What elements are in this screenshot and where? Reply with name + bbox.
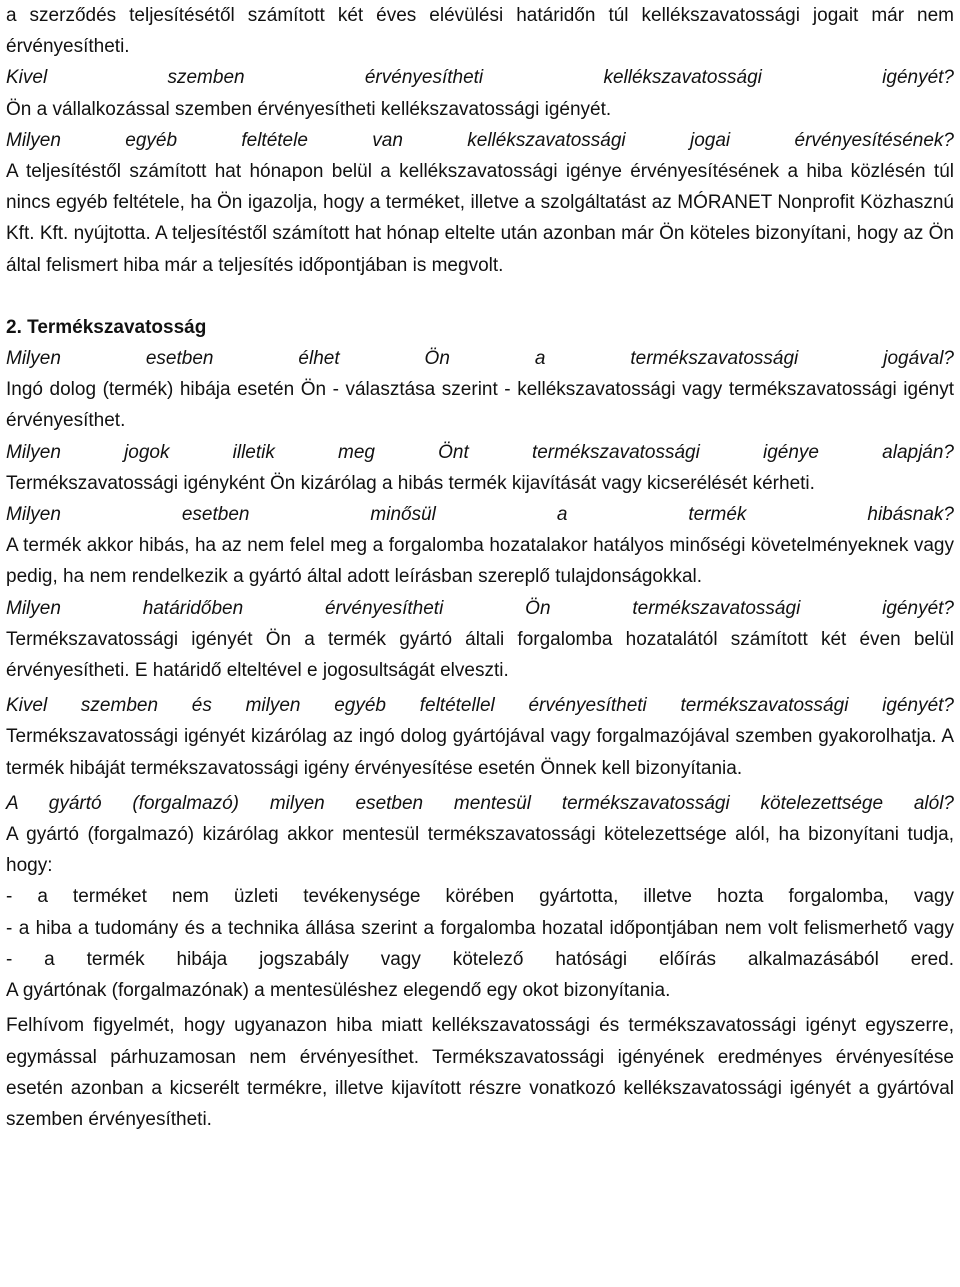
- answer-mentesul-item-3: - a termék hibája jogszabály vagy kötelező hatósági előírás alkalmazásából ered.: [6, 948, 954, 970]
- answer-mentesul-conclusion: A gyártónak (forgalmazónak) a mentesüléshez elegendő egy okot bizonyítania.: [6, 980, 671, 1002]
- paragraph-felhivom: Felhívom figyelmét, hogy ugyanazon hiba miatt kellékszavatossági és termékszavatossági igényt egyszerre, egymással párhuzamosan nem érvényesíthet. Termékszavatossági igényének eredményes érvényesítése esetén azonban a kicserélt termékre, illetve kijavított részre vonatkozó kellékszavatossági igényét a gyártóval szemben érvényesítheti.: [6, 1015, 954, 1130]
- question-hibas: Milyen esetben minősül a termék hibásnak?: [6, 504, 954, 526]
- question-kivel-termek: Kivel szemben és milyen egyéb feltétellel érvényesítheti termékszavatossági igényét?: [6, 695, 954, 717]
- answer-mentesul-item-1: - a terméket nem üzleti tevékenysége körében gyártotta, illetve hozta forgalomba, vagy: [6, 886, 954, 908]
- question-jogok: Milyen jogok illetik meg Önt termékszavatossági igénye alapján?: [6, 441, 954, 463]
- answer-kivel: Ön a vállalkozással szemben érvényesítheti kellékszavatossági igényét.: [6, 98, 612, 120]
- answer-egyeb-feltetel: A teljesítéstől számított hat hónapon belül a kellékszavatossági igénye érvényesítésének a hiba közlésén túl nincs egyéb feltétele, ha Ön igazolja, hogy a terméket, illetve a szolgáltatást az MÓRANET Nonprofit Közhasznú Kft. Kft. nyújtotta. A teljesítéstől számított hat hónap eltelte után azonban már Ön köteles bizonyítani, hogy az Ön által felismert hiba már a teljesítés időpontjában is megvolt.: [6, 161, 954, 276]
- answer-mentesul-item-2: - a hiba a tudomány és a technika állása szerint a forgalomba hozatal időpontjában nem volt felismerhető vagy: [6, 917, 954, 939]
- question-egyeb-feltetel: Milyen egyéb feltétele van kellékszavatossági jogai érvényesítésének?: [6, 129, 954, 151]
- answer-jogok: Termékszavatossági igényként Ön kizárólag a hibás termék kijavítását vagy kicserélését kérheti.: [6, 472, 815, 494]
- question-kivel: Kivel szemben érvényesítheti kellékszavatossági igényét?: [6, 67, 954, 89]
- answer-hibas: A termék akkor hibás, ha az nem felel meg a forgalomba hozatalakor hatályos minőségi követelményeknek vagy pedig, ha nem rendelkezik a gyártó által adott leírásban szereplő tulajdonságokkal.: [6, 535, 954, 588]
- answer-mikor: Ingó dolog (termék) hibája esetén Ön - választása szerint - kellékszavatossági vagy termékszavatossági igényt érvényesíthet.: [6, 379, 954, 432]
- section-heading-termekszavatossag: 2. Termékszavatosság: [6, 316, 207, 338]
- answer-hatarido: Termékszavatossági igényét Ön a termék gyártó általi forgalomba hozatalától számított két éven belül érvényesítheti. E határidő elteltével e jogosultságát elveszti.: [6, 628, 954, 682]
- intro-paragraph: a szerződés teljesítésétől számított két éves elévülési határidőn túl kellékszavatossági jogait már nem érvényesítheti.: [6, 5, 954, 58]
- question-hatarido: Milyen határidőben érvényesítheti Ön termékszavatossági igényét?: [6, 597, 954, 619]
- answer-kivel-termek: Termékszavatossági igényét kizárólag az ingó dolog gyártójával vagy forgalmazójával szemben gyakorolhatja. A termék hibáját termékszavatossági igény érvényesítése esetén Önnek kell bizonyítania.: [6, 726, 954, 779]
- question-mentesul: A gyártó (forgalmazó) milyen esetben mentesül termékszavatossági kötelezettsége alól?: [6, 792, 954, 814]
- answer-mentesul-intro: A gyártó (forgalmazó) kizárólag akkor mentesül termékszavatossági kötelezettsége alól, ha bizonyítani tudja, hogy:: [6, 824, 954, 877]
- question-mikor: Milyen esetben élhet Ön a termékszavatossági jogával?: [6, 348, 954, 370]
